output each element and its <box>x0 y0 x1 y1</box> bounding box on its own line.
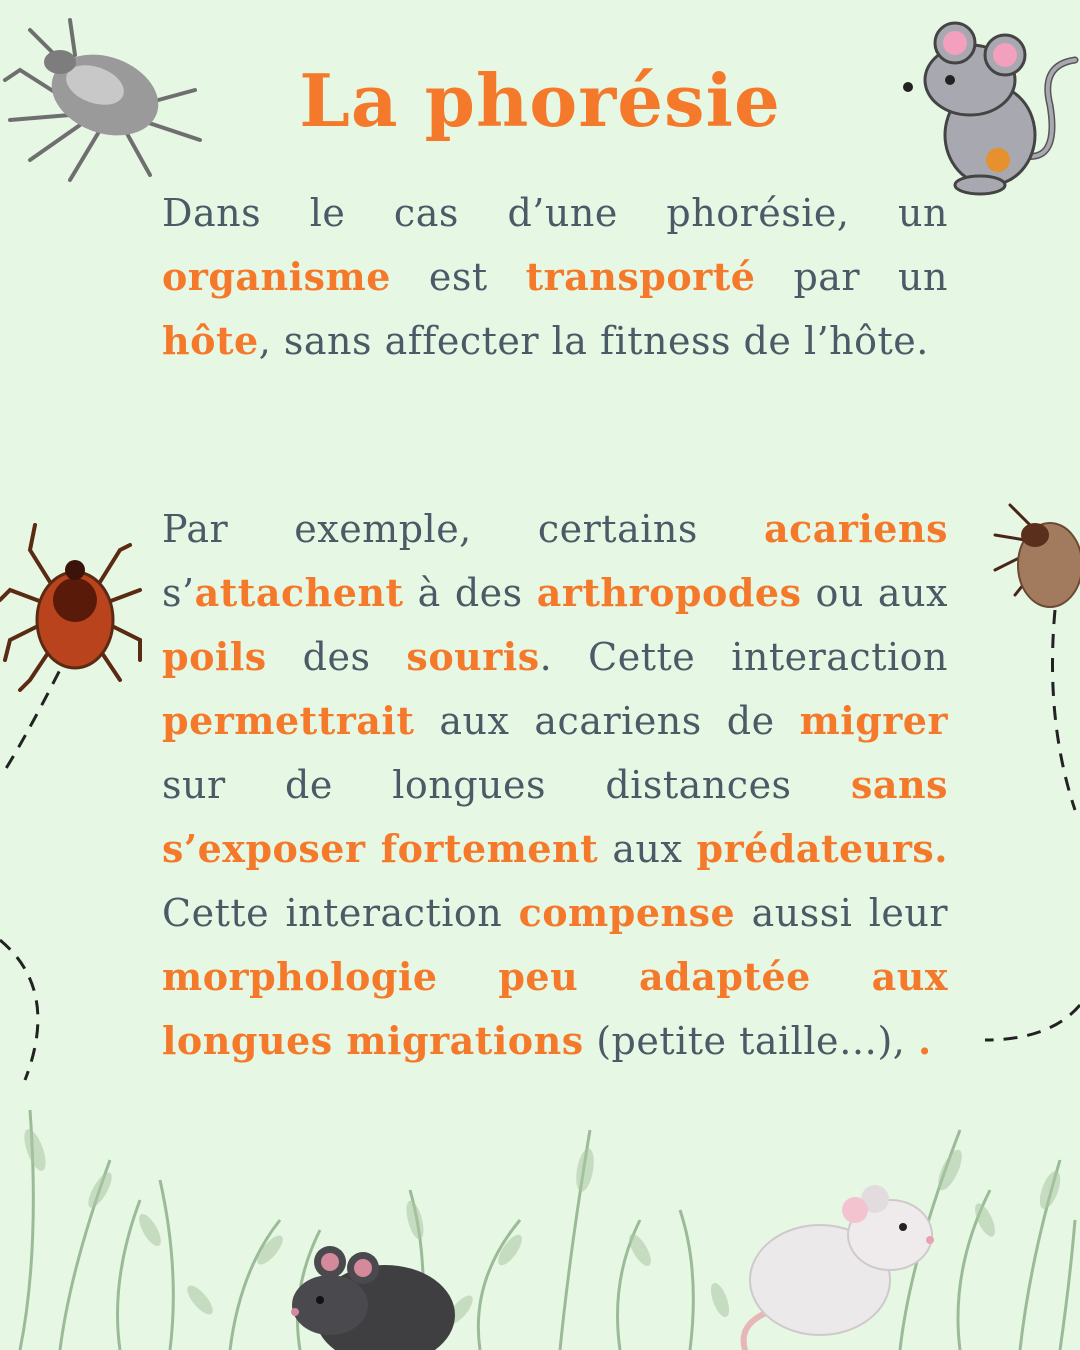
text-span: s’ <box>162 571 195 615</box>
paragraph-definition <box>162 182 948 373</box>
paragraph-example <box>162 497 948 1073</box>
keyword-permettrait: permettrait <box>162 698 415 743</box>
text-span: aussi leur <box>735 891 948 935</box>
keyword-acariens: acariens <box>763 506 948 551</box>
keyword-poils: poils <box>162 634 267 679</box>
keyword-attachent: attachent <box>194 570 404 615</box>
text-span: par un <box>755 255 948 299</box>
text-span: sur de longues distances <box>162 763 851 807</box>
tick-brown-icon <box>990 495 1080 615</box>
white-mouse-icon <box>735 1185 945 1350</box>
text-span: Dans le cas d’une phorésie, un <box>162 191 948 235</box>
tick-red-icon <box>0 520 150 700</box>
keyword-morphologie: morphologie peu adaptée aux longues migrations <box>162 954 948 1063</box>
keyword-period: . <box>917 1018 932 1063</box>
text-span: Cette interaction <box>162 891 519 935</box>
keyword-hote: hôte <box>162 318 259 363</box>
text-span: à des <box>403 571 537 615</box>
text-span: Par exemple, certains <box>162 507 764 551</box>
text-span: aux <box>598 827 697 871</box>
keyword-organisme: organisme <box>162 254 391 299</box>
text-span: , sans affecter la fitness de l’hôte. <box>258 319 929 363</box>
keyword-migrer: migrer <box>799 698 948 743</box>
keyword-predateurs: prédateurs. <box>696 826 949 871</box>
dashed-trail-left <box>0 650 80 1090</box>
text-span: (petite taille…), <box>583 1019 918 1063</box>
text-span: . Cette interaction <box>539 635 948 679</box>
keyword-compense: compense <box>518 890 736 935</box>
text-span: aux acariens de <box>414 699 800 743</box>
keyword-sans-s-exposer: sans s’exposer fortement <box>162 762 948 871</box>
text-span: des <box>266 635 407 679</box>
keyword-souris: souris <box>406 634 540 679</box>
text-span: est <box>390 255 526 299</box>
page-title: La phorésie <box>299 58 781 143</box>
dashed-trail-right <box>980 610 1080 1050</box>
text-span: ou aux <box>801 571 948 615</box>
keyword-arthropodes: arthropodes <box>536 570 802 615</box>
grey-mouse-icon <box>285 1240 465 1350</box>
keyword-transporte: transporté <box>525 254 756 299</box>
